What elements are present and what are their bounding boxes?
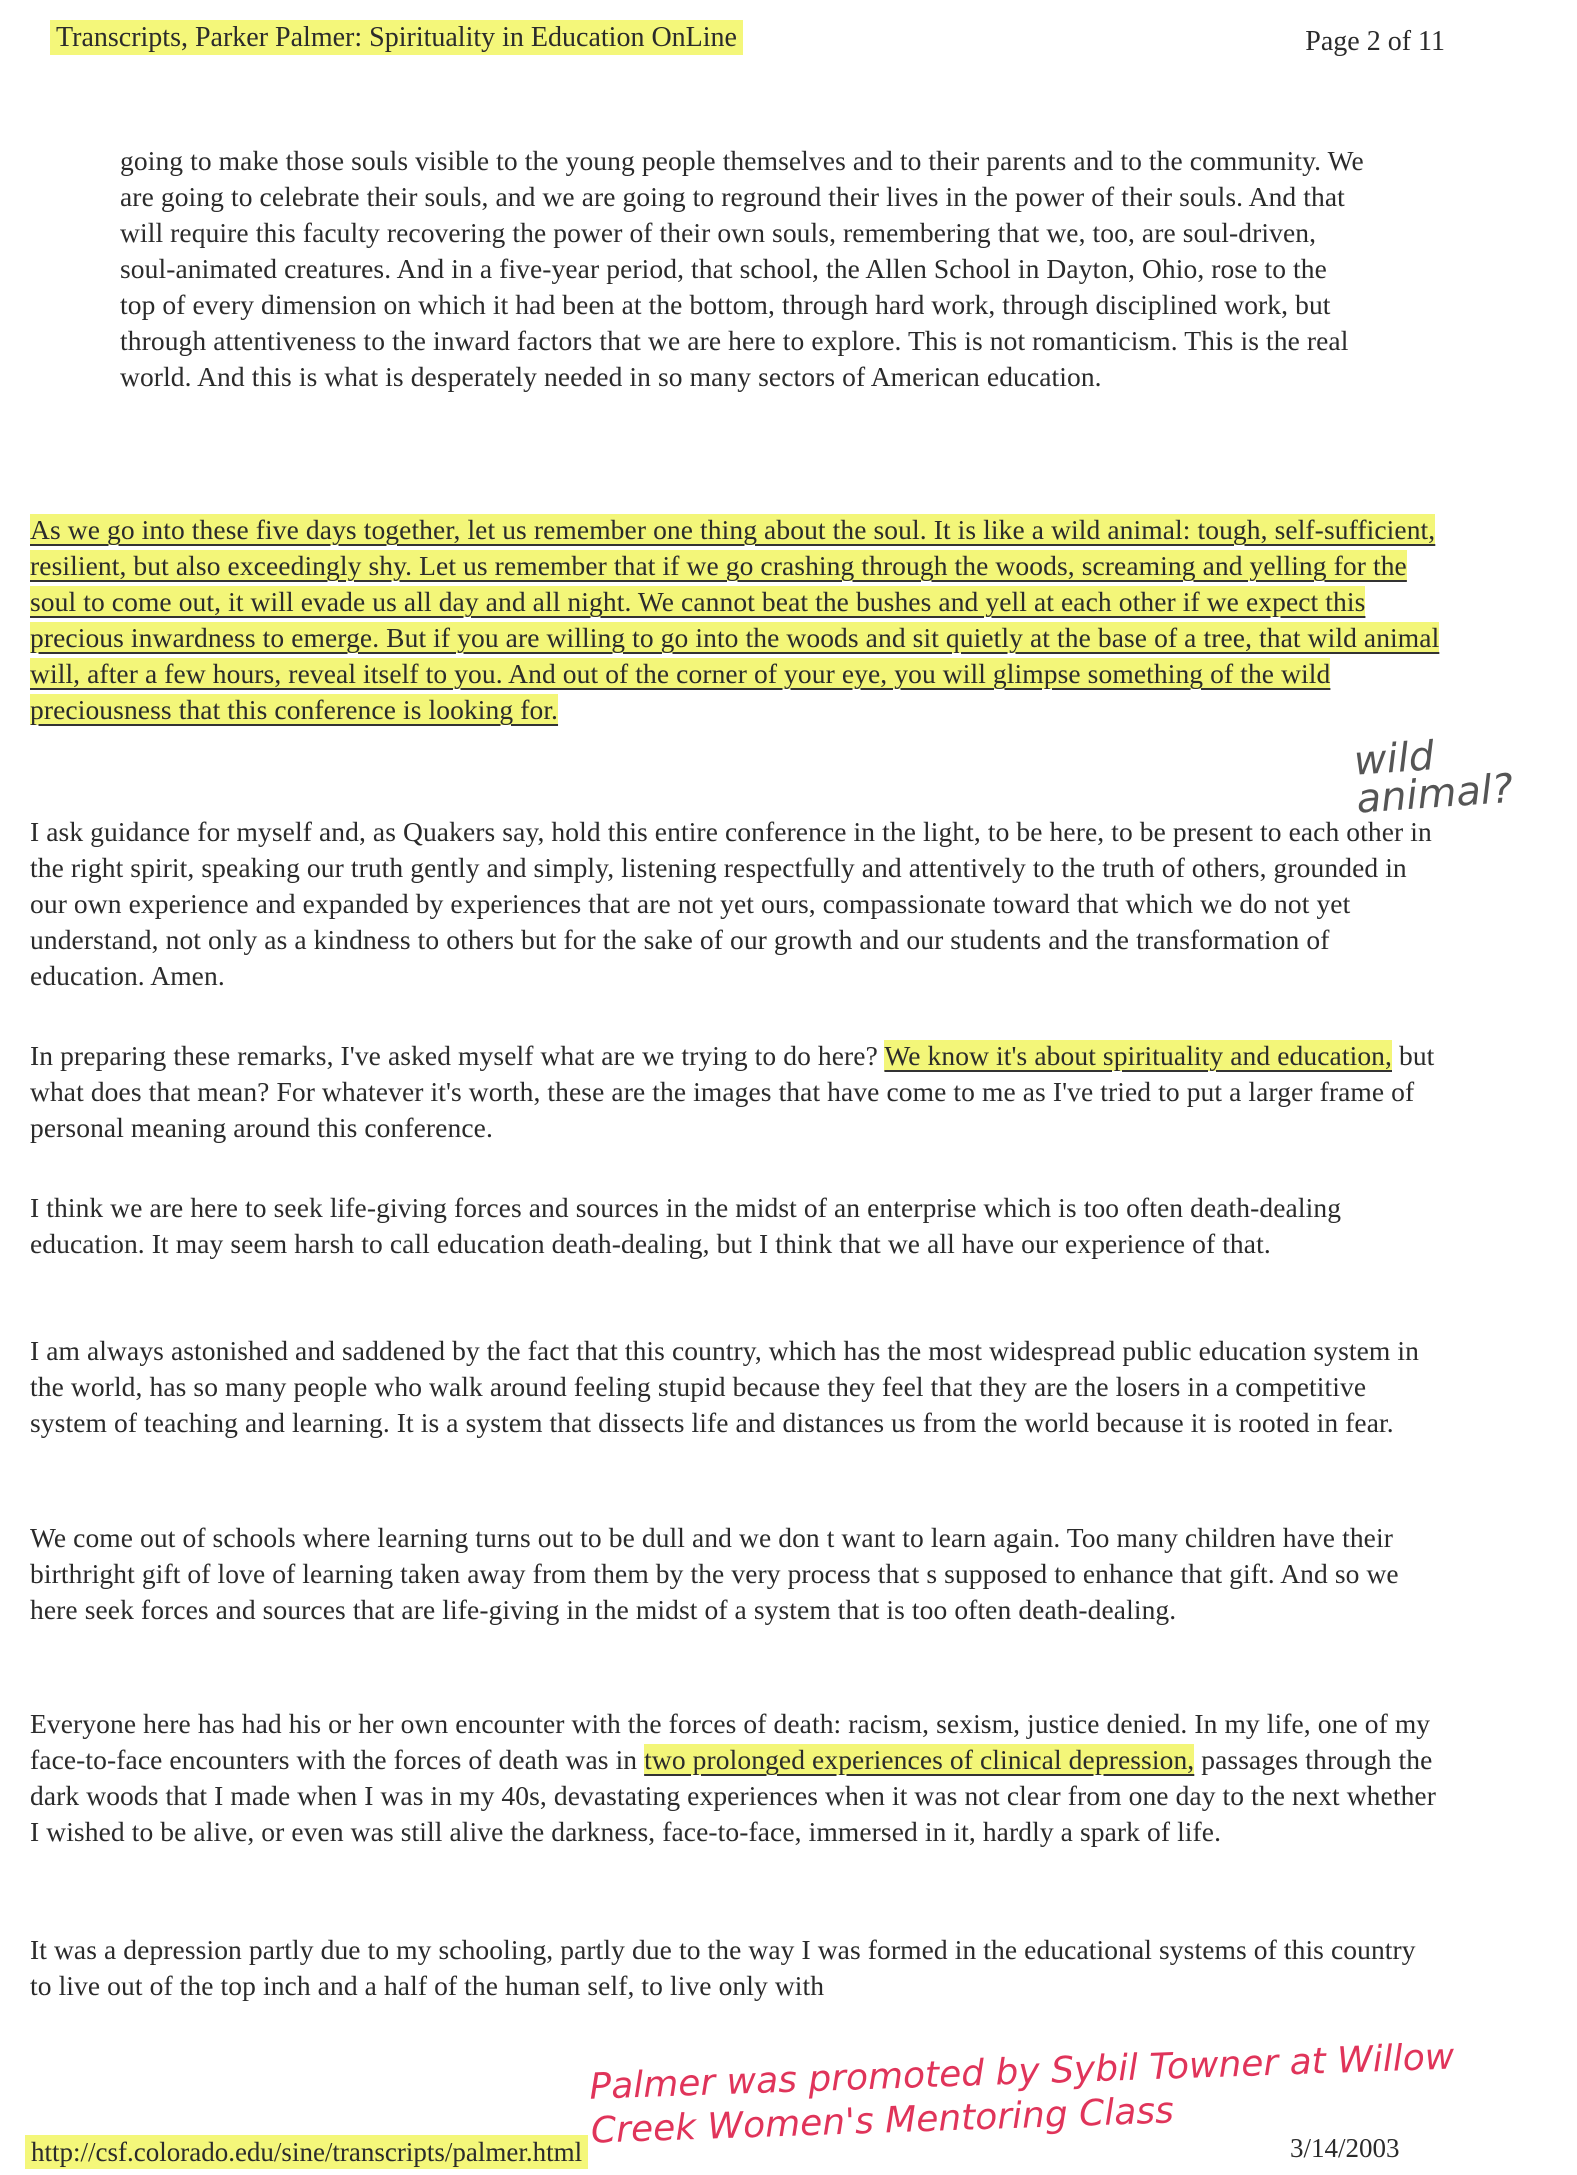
footer-date: 3/14/2003 [1290, 2133, 1400, 2163]
header-title-text: Transcripts, Parker Palmer: Spirituality in Education OnLine [50, 20, 743, 55]
paragraph-4 [30, 1038, 1440, 1146]
paragraph-3: I ask guidance for myself and, as Quakers say, hold this entire conference in the light, to be here, to be present to each other in the right spirit, speaking our truth gently and simply, listening respectfully and attentively to the truth of others, grounded in our own experience and expanded by experiences that are not yet ours, compassionate toward that which we do not yet understand, not only as a kindness to others but for the sake of our growth and our students and the transformation of education. Amen. [30, 816, 1432, 991]
p8-text-c: passages through the dark woods that I made when I was in my 40s, devastating experiences when it was not clear from one day to the next whether I wished to be alive, or even was still alive the darkness, face-to-face, immersed in it, hardly a spark of life. [30, 1744, 1436, 1847]
paragraph-5: I think we are here to seek life-giving forces and sources in the midst of an enterprise which is too often death-dealing education. It may seem harsh to call education death-dealing, but I think that we all have our experience of that. [30, 1192, 1342, 1259]
paragraph-7: We come out of schools where learning turns out to be dull and we don t want to learn again. Too many children have their birthright gift of love of learning taken away from them by the very process that s supposed to enhance that gift. And so we here seek forces and sources that are life-giving in the midst of a system that is too often death-dealing. [30, 1522, 1399, 1625]
p8-text-a: Everyone here has had his or her own encounter with the forces of death: racism, sexism, justice denied. In my life, one of my face-to-face encounters with the forces of death was in [30, 1708, 1431, 1775]
page-number: Page 2 of 11 [1305, 26, 1445, 57]
p8-highlight: two prolonged experiences of clinical depression, [644, 1744, 1195, 1775]
header-title [50, 22, 743, 54]
handwritten-bottom-note: Palmer was promoted by Sybil Towner at Willow Creek Women's Mentoring Class [588, 2036, 1455, 2152]
p4-highlight: We know it's about spirituality and education, [884, 1040, 1392, 1071]
paragraph-2-highlighted [30, 512, 1440, 728]
highlighted-text: As we go into these five days together, let us remember one thing about the soul. It is like a wild animal: tough, self-sufficient, resilient, but also exceedingly shy. Let us remember that if we go crashing through the woods, screaming and yelling for the soul to come out, it will evade us all day and all night. We cannot beat the bushes and yell at each other if we expect this precious inwardness to emerge. But if you are willing to go into the woods and sit quietly at the base of a tree, that wild animal will, after a few hours, reveal itself to you. And out of the corner of your eye, you will glimpse something of the wild preciousness that this conference is looking for. [30, 514, 1440, 725]
paragraph-9: It was a depression partly due to my schooling, partly due to the way I was formed in the educational systems of this country to live out of the top inch and a half of the human self, to live only with [30, 1934, 1416, 2001]
p4-text-c: but what does that mean? For whatever it's worth, these are the images that have come to me as I've tried to put a larger frame of personal meaning around this conference. [30, 1040, 1435, 1143]
footer-url [25, 2137, 588, 2168]
p4-text-a: In preparing these remarks, I've asked myself what are we trying to do here? [30, 1040, 885, 1071]
paragraph-1: going to make those souls visible to the young people themselves and to their parents and to the community. We are going to celebrate their souls, and we are going to reground their lives in the power of their souls. And that will require this faculty recovering the power of their own souls, remembering that we, too, are soul-driven, soul-animated creatures. And in a five-year period, that school, the Allen School in Dayton, Ohio, rose to the top of every dimension on which it had been at the bottom, through hard work, through disciplined work, but through attentiveness to the inward factors that we are here to explore. This is not romanticism. This is the real world. And this is what is desperately needed in so many sectors of American education. [120, 145, 1364, 392]
paragraph-8 [30, 1706, 1440, 1850]
paragraph-6: I am always astonished and saddened by the fact that this country, which has the most widespread public education system in the world, has so many people who walk around feeling stupid because they feel that they are the losers in a competitive system of teaching and learning. It is a system that dissects life and distances us from the world because it is rooted in fear. [30, 1335, 1419, 1438]
footer-url-text: http://csf.colorado.edu/sine/transcripts/palmer.html [25, 2135, 588, 2169]
margin-note-wild-animal: wild animal? [1352, 733, 1515, 823]
